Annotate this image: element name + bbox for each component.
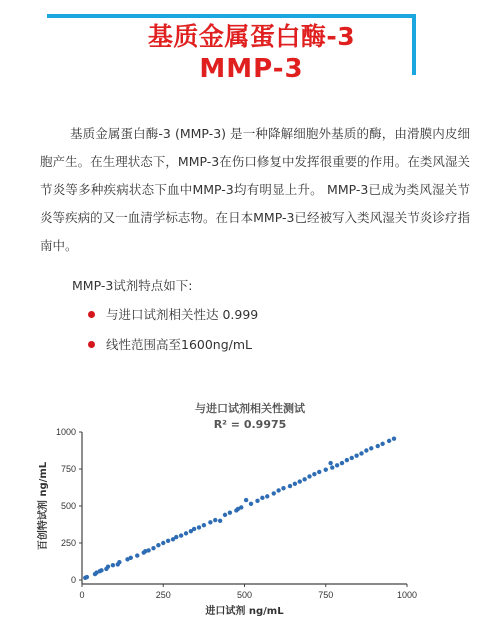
y-tick-label: 500: [60, 501, 76, 511]
x-axis-label: 进口试剂 ng/mL: [205, 606, 284, 617]
data-point: [307, 474, 311, 478]
data-point: [298, 479, 302, 483]
feature-text: 线性范围高至1600ng/mL: [106, 337, 253, 352]
data-point: [85, 575, 89, 579]
data-point: [265, 494, 269, 498]
data-point: [244, 498, 248, 502]
y-tick-label: 0: [70, 575, 76, 585]
data-point: [179, 533, 183, 537]
data-point: [359, 451, 363, 455]
data-point: [324, 468, 328, 472]
scatter-chart: [30, 420, 430, 625]
data-point: [312, 472, 316, 476]
data-point: [197, 525, 201, 529]
y-tick-label: 750: [60, 464, 76, 474]
data-point: [228, 510, 232, 514]
feature-item: [88, 330, 258, 360]
data-point: [345, 458, 349, 462]
feature-item: [88, 300, 258, 330]
data-point: [335, 463, 339, 467]
data-point: [208, 520, 212, 524]
data-point: [364, 448, 368, 452]
data-point: [380, 442, 384, 446]
data-point: [272, 491, 276, 495]
data-point: [260, 496, 264, 500]
data-point: [350, 456, 354, 460]
data-point: [213, 518, 217, 522]
data-point: [117, 560, 121, 564]
x-tick-label: 500: [236, 590, 253, 600]
bullet-dot-icon: [88, 341, 95, 348]
data-point: [99, 568, 103, 572]
data-point: [255, 499, 259, 503]
data-point: [161, 541, 165, 545]
data-point: [111, 563, 115, 567]
data-point: [293, 482, 297, 486]
features-heading: MMP-3试剂特点如下:: [72, 278, 193, 293]
data-point: [328, 461, 332, 465]
x-tick-label: 0: [79, 590, 85, 600]
data-point: [106, 564, 110, 568]
page-title-line2: MMP-3: [199, 54, 304, 84]
data-point: [129, 556, 133, 560]
data-point: [135, 553, 139, 557]
intro-paragraph: 基质金属蛋白酶-3 (MMP-3) 是一种降解细胞外基质的酶，由滑膜内皮细胞产生。在生理状态下，MMP-3在伤口修复中发挥很重要的作用。在类风湿关节炎等多种疾病状态下血中MMP-3均有明显上升。 MMP-3已成为类风湿关节炎等疾病的又一血清学标志物。在日本MMP-3已经被写入类风湿关节炎诊疗指南中。: [40, 126, 470, 253]
data-point: [239, 505, 243, 509]
data-point: [146, 548, 150, 552]
data-point: [218, 519, 222, 523]
data-point: [156, 543, 160, 547]
page-title-line1: 基质金属蛋白酶-3: [147, 22, 356, 51]
x-tick-label: 250: [155, 590, 171, 600]
page-title: [0, 22, 503, 86]
data-point: [387, 439, 391, 443]
chart-points: [83, 436, 396, 580]
feature-text: 与进口试剂相关性达 0.999: [106, 307, 259, 322]
data-point: [340, 461, 344, 465]
data-point: [192, 527, 196, 531]
data-point: [151, 546, 155, 550]
data-point: [202, 523, 206, 527]
title-frame-top: [47, 14, 416, 18]
data-point: [166, 539, 170, 543]
bullet-dot-icon: [88, 311, 95, 318]
data-point: [354, 453, 358, 457]
data-point: [184, 531, 188, 535]
data-point: [330, 465, 334, 469]
data-point: [281, 486, 285, 490]
y-axis-label: 百创特试剂 ng/mL: [38, 461, 49, 551]
data-point: [276, 488, 280, 492]
data-point: [249, 502, 253, 506]
data-point: [223, 513, 227, 517]
data-point: [392, 436, 396, 440]
data-point: [369, 446, 373, 450]
data-point: [317, 470, 321, 474]
y-tick-label: 250: [60, 538, 76, 548]
x-tick-label: 750: [318, 590, 334, 600]
chart-r2-annotation: R² = 0.9975: [213, 418, 287, 431]
features-list: [88, 300, 258, 360]
data-point: [174, 535, 178, 539]
data-point: [288, 484, 292, 488]
data-point: [376, 444, 380, 448]
chart-title: 与进口试剂相关性测试: [195, 402, 305, 415]
x-tick-label: 1000: [396, 590, 418, 600]
data-point: [302, 477, 306, 481]
intro-section: [40, 120, 470, 260]
y-tick-label: 1000: [55, 427, 76, 437]
